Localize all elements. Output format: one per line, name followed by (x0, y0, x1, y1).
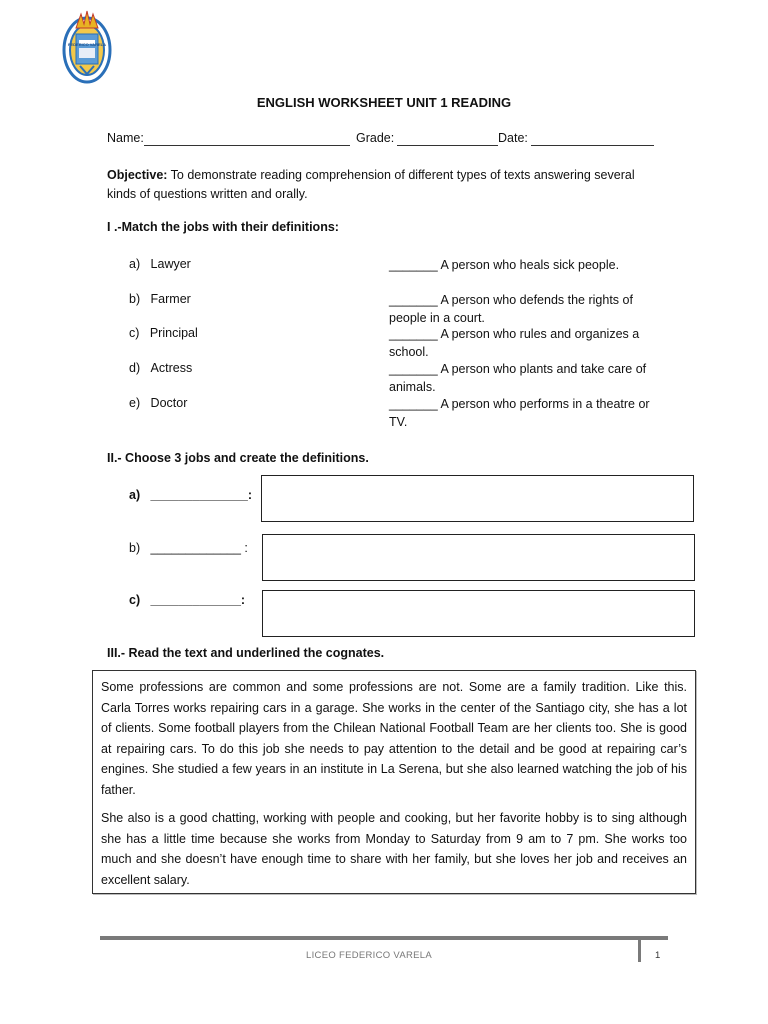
definition-blank[interactable]: _______ (389, 327, 438, 341)
job-name: Lawyer (150, 257, 191, 271)
definition-text: A person who defends the rights of (437, 293, 633, 307)
definition-item (389, 326, 669, 361)
name-label: Name: (107, 131, 144, 145)
definition-blank[interactable]: _______ (389, 397, 438, 411)
objective-line1: To demonstrate reading comprehension of different types of texts answering several (167, 168, 635, 182)
job-blank[interactable]: ______________: (150, 488, 253, 502)
definition-blank[interactable]: _______ (389, 258, 438, 272)
job-name: Principal (149, 326, 198, 340)
item-letter: c) (129, 593, 141, 607)
job-blank[interactable]: _____________: (150, 593, 246, 607)
job-item (129, 396, 187, 410)
definition-text-cont: school. (389, 344, 429, 359)
objective (107, 166, 667, 204)
definition-item (389, 361, 669, 396)
definition-answer-box[interactable] (261, 475, 694, 522)
objective-label: Objective: (107, 168, 168, 182)
definition-prompt (129, 541, 248, 555)
job-item (129, 257, 191, 271)
job-item (129, 292, 191, 306)
worksheet-title: ENGLISH WORKSHEET UNIT 1 READING (256, 95, 512, 110)
definition-text: A person who performs in a theatre or (437, 397, 650, 411)
definition-item (389, 292, 669, 327)
date-field[interactable] (531, 145, 654, 146)
section1-heading: I .-Match the jobs with their definitions: (107, 220, 339, 234)
job-item (129, 361, 192, 375)
grade-label: Grade: (356, 131, 395, 145)
job-letter: c) (129, 326, 140, 340)
footer-divider (100, 936, 668, 940)
job-name: Actress (150, 361, 193, 375)
logo-text: FEDERICO VARELA (68, 42, 106, 47)
definition-text: A person who rules and organizes a (437, 327, 640, 341)
reading-text-box (92, 670, 696, 894)
definition-item (389, 396, 669, 431)
item-letter: a) (129, 488, 141, 502)
section3-heading: III.- Read the text and underlined the cognates. (107, 646, 385, 660)
reading-paragraph: She also is a good chatting, working with people and cooking, but her favorite hobby is to sing although she has a little time because she works from Monday to Saturday from 9 am to 7 pm. She works too much and she doesn’t have enough time to share with her family, but she loves her job and receives an excellent salary. (101, 811, 687, 887)
job-letter: a) (129, 257, 141, 271)
item-letter: b) (129, 541, 141, 555)
reading-paragraph: Some professions are common and some professions are not. Some are a family tradition. Like this. Carla Torres works repairing cars in a garage. She works in the center of the Santiago city, she has a lot of clients. Some football players from the Chilean National Football Team are her clients too. She is good at repairing cars. To do this job she needs to pay attention to the detail and be good at repairing car’s engines. She studied a few years in an institute in La Serena, but she also learned watching the job of his father. (101, 680, 687, 797)
definition-text: A person who plants and take care of (437, 362, 647, 376)
date-label: Date: (498, 131, 528, 145)
definition-prompt (129, 593, 245, 607)
definition-answer-box[interactable] (262, 534, 695, 581)
job-name: Farmer (150, 292, 191, 306)
definition-text-cont: animals. (389, 379, 436, 394)
definition-answer-box[interactable] (262, 590, 695, 637)
footer-divider-tick (638, 940, 641, 962)
name-field[interactable] (144, 145, 350, 146)
definition-blank[interactable]: _______ (389, 362, 438, 376)
definition-text: A person who heals sick people. (437, 258, 620, 272)
job-letter: d) (129, 361, 141, 375)
job-item (129, 326, 198, 340)
page-number: 1 (655, 950, 661, 961)
job-letter: e) (129, 396, 141, 410)
job-blank[interactable]: _____________ : (150, 541, 248, 555)
definition-item (389, 257, 669, 275)
definition-text-cont: people in a court. (389, 310, 485, 325)
grade-field[interactable] (397, 145, 498, 146)
definition-blank[interactable]: _______ (389, 293, 438, 307)
job-letter: b) (129, 292, 141, 306)
job-name: Doctor (150, 396, 188, 410)
objective-line2: kinds of questions written and orally. (107, 187, 308, 201)
footer-school-name: LICEO FEDERICO VARELA (306, 950, 432, 961)
section2-heading: II.- Choose 3 jobs and create the definitions. (107, 451, 369, 465)
definition-prompt (129, 488, 252, 502)
definition-text-cont: TV. (389, 414, 408, 429)
